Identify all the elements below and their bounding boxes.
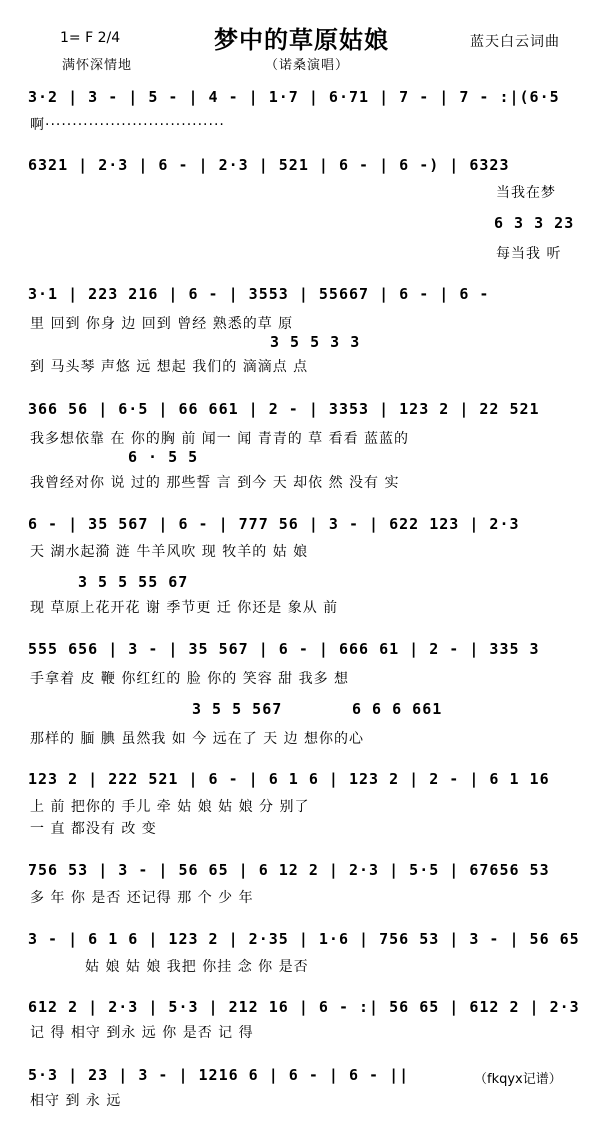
notation-line: 756 53 | 3 - | 56 65 | 6 12 2 | 2·3 | 5·5 | 67656 53: [28, 861, 550, 879]
notation-line: 6 3 3 23: [494, 214, 575, 232]
notation-line: 6 6 6 661: [352, 700, 443, 718]
page-title: 梦中的草原姑娘: [214, 26, 389, 54]
key-signature: 1= F 2/4: [60, 30, 121, 46]
lyric-line: 啊·································: [30, 117, 225, 133]
notation-line: 3 5 5 3 3: [270, 333, 361, 351]
singer-credit: （诺桑演唱）: [265, 58, 350, 73]
lyric-line: 相守 到 永 远: [30, 1093, 122, 1109]
notation-line: 6 - | 35 567 | 6 - | 777 56 | 3 - | 622 123 | 2·3: [28, 515, 520, 533]
lyric-line: 上 前 把你的 手儿 牵 姑 娘 姑 娘 分 别了: [30, 799, 310, 815]
notation-line: 5·3 | 23 | 3 - | 1216 6 | 6 - | 6 - ||: [28, 1066, 410, 1084]
notation-line: 612 2 | 2·3 | 5·3 | 212 16 | 6 - :| 56 65 | 612 2 | 2·3: [28, 998, 580, 1016]
notation-line: 3 5 5 567: [192, 700, 283, 718]
notation-line: 3 - | 6 1 6 | 123 2 | 2·35 | 1·6 | 756 53 | 3 - | 56 65: [28, 930, 580, 948]
lyric-line: 当我在梦: [496, 185, 556, 201]
lyric-line: 那样的 腼 腆 虽然我 如 今 远在了 天 边 想你的心: [30, 731, 365, 747]
lyric-line: 到 马头琴 声悠 远 想起 我们的 滴滴点 点: [30, 359, 309, 375]
lyric-line: 一 直 都没有 改 变: [30, 821, 157, 837]
credit: 蓝天白云词曲: [470, 34, 560, 50]
transcriber-credit: （fkqyx记谱）: [474, 1072, 562, 1087]
lyric-line: 现 草原上花开花 谢 季节更 迁 你还是 象从 前: [30, 600, 339, 616]
lyric-line: 里 回到 你身 边 回到 曾经 熟悉的草 原: [30, 316, 294, 332]
notation-line: 366 56 | 6·5 | 66 661 | 2 - | 3353 | 123 2 | 22 521: [28, 400, 540, 418]
lyric-line: 记 得 相守 到永 远 你 是否 记 得: [30, 1025, 254, 1041]
expression-mark: 满怀深情地: [62, 58, 133, 73]
notation-line: 6321 | 2·3 | 6 - | 2·3 | 521 | 6 - | 6 -) | 6323: [28, 156, 510, 174]
notation-line: 555 656 | 3 - | 35 567 | 6 - | 666 61 | 2 - | 335 3: [28, 640, 540, 658]
notation-line: 3 5 5 55 67: [78, 573, 189, 591]
lyric-line: 我曾经对你 说 过的 那些誓 言 到今 天 却依 然 没有 实: [30, 475, 400, 491]
lyric-line: 每当我 听: [496, 246, 562, 262]
notation-line: 3·1 | 223 216 | 6 - | 3553 | 55667 | 6 - | 6 -: [28, 285, 490, 303]
lyric-line: 姑 娘 姑 娘 我把 你挂 念 你 是否: [85, 959, 309, 975]
lyric-line: 手拿着 皮 鞭 你红红的 脸 你的 笑容 甜 我多 想: [30, 671, 350, 687]
lyric-line: 天 湖水起漪 涟 牛羊风吹 现 牧羊的 姑 娘: [30, 544, 309, 560]
notation-line: 123 2 | 222 521 | 6 - | 6 1 6 | 123 2 | 2 - | 6 1 16: [28, 770, 550, 788]
notation-line: 3·2 | 3 - | 5 - | 4 - | 1·7 | 6·71 | 7 - | 7 - :|(6·5: [28, 88, 560, 106]
lyric-line: 多 年 你 是否 还记得 那 个 少 年: [30, 890, 254, 906]
notation-line: 6 · 5 5: [128, 448, 199, 466]
lyric-line: 我多想依靠 在 你的胸 前 闻一 闻 青青的 草 看看 蓝蓝的: [30, 431, 410, 447]
